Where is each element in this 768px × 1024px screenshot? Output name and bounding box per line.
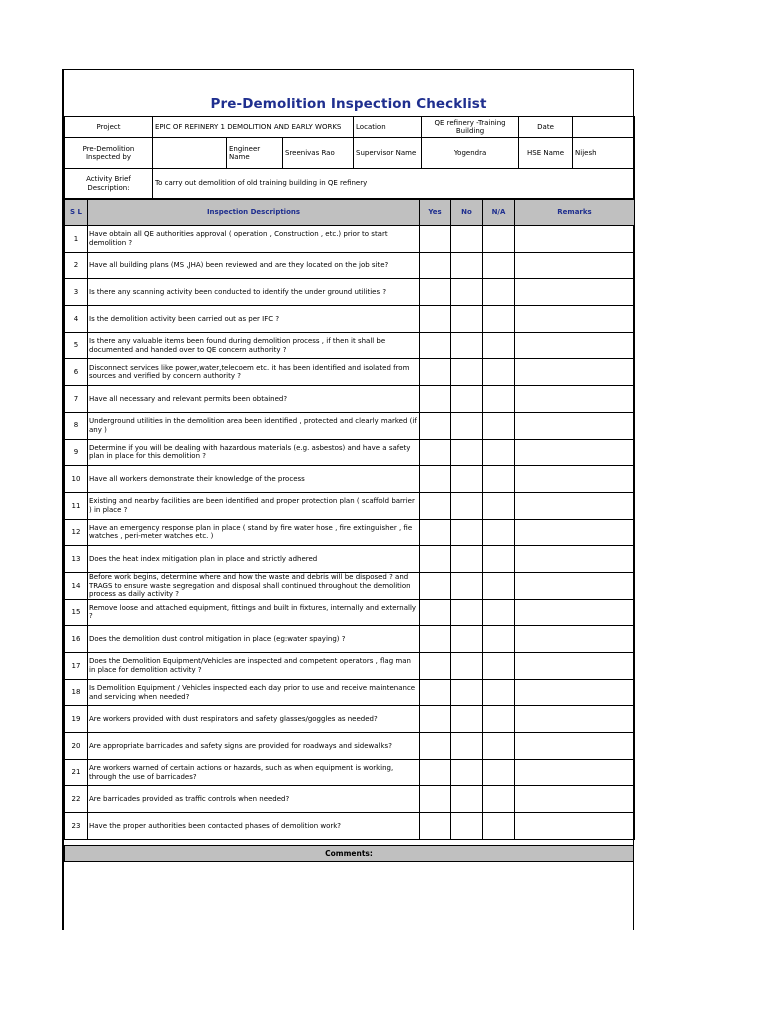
row-sl: 11 (65, 492, 88, 519)
project-label: Project (65, 117, 153, 138)
na-checkbox-cell[interactable] (483, 279, 515, 306)
table-row (65, 786, 635, 813)
table-row (65, 626, 635, 653)
remarks-cell[interactable] (515, 653, 635, 680)
row-description: Have all building plans (MS ,JHA) been reviewed and are they located on the job site? (88, 252, 420, 279)
yes-checkbox-cell[interactable] (420, 252, 451, 279)
row-sl: 18 (65, 679, 88, 706)
remarks-cell[interactable] (515, 252, 635, 279)
row-description: Have the proper authorities been contacted phases of demolition work? (88, 813, 420, 840)
yes-checkbox-cell[interactable] (420, 653, 451, 680)
yes-checkbox-cell[interactable] (420, 439, 451, 466)
row-description: Is the demolition activity been carried out as per IFC ? (88, 306, 420, 333)
table-row (65, 412, 635, 439)
no-checkbox-cell[interactable] (451, 519, 483, 546)
yes-checkbox-cell[interactable] (420, 679, 451, 706)
table-row (65, 679, 635, 706)
row-sl: 3 (65, 279, 88, 306)
remarks-cell[interactable] (515, 733, 635, 760)
row-sl: 10 (65, 466, 88, 493)
no-checkbox-cell[interactable] (451, 492, 483, 519)
table-row (65, 706, 635, 733)
na-checkbox-cell[interactable] (483, 572, 515, 599)
row-sl: 22 (65, 786, 88, 813)
inspected-by-label: Pre-Demolition Inspected by (65, 138, 153, 169)
yes-checkbox-cell[interactable] (420, 386, 451, 413)
location-value: QE refinery -Training Building (422, 117, 519, 138)
row-sl: 21 (65, 759, 88, 786)
table-row (65, 306, 635, 333)
no-checkbox-cell[interactable] (451, 733, 483, 760)
no-checkbox-cell[interactable] (451, 439, 483, 466)
yes-checkbox-cell[interactable] (420, 813, 451, 840)
na-checkbox-cell[interactable] (483, 492, 515, 519)
table-row (65, 439, 635, 466)
no-checkbox-cell[interactable] (451, 626, 483, 653)
yes-checkbox-cell[interactable] (420, 759, 451, 786)
row-sl: 19 (65, 706, 88, 733)
remarks-cell[interactable] (515, 279, 635, 306)
table-row (65, 653, 635, 680)
remarks-cell[interactable] (515, 332, 635, 359)
remarks-cell[interactable] (515, 679, 635, 706)
no-checkbox-cell[interactable] (451, 599, 483, 626)
no-checkbox-cell[interactable] (451, 572, 483, 599)
date-label: Date (519, 117, 573, 138)
remarks-cell[interactable] (515, 306, 635, 333)
inspection-table (64, 199, 635, 840)
table-row (65, 733, 635, 760)
na-checkbox-cell[interactable] (483, 519, 515, 546)
row-description: Does the heat index mitigation plan in place and strictly adhered (88, 546, 420, 573)
table-row (65, 332, 635, 359)
no-checkbox-cell[interactable] (451, 653, 483, 680)
row-sl: 20 (65, 733, 88, 760)
remarks-cell[interactable] (515, 706, 635, 733)
na-checkbox-cell[interactable] (483, 546, 515, 573)
header-descriptions: Inspection Descriptions (88, 200, 420, 226)
yes-checkbox-cell[interactable] (420, 519, 451, 546)
na-checkbox-cell[interactable] (483, 679, 515, 706)
yes-checkbox-cell[interactable] (420, 279, 451, 306)
row-description: Are barricades provided as traffic controls when needed? (88, 786, 420, 813)
no-checkbox-cell[interactable] (451, 412, 483, 439)
yes-checkbox-cell[interactable] (420, 546, 451, 573)
remarks-cell[interactable] (515, 519, 635, 546)
row-sl: 9 (65, 439, 88, 466)
row-description: Underground utilities in the demolition area been identified , protected and clearly marked (if any ) (88, 412, 420, 439)
no-checkbox-cell[interactable] (451, 306, 483, 333)
row-description: Are workers warned of certain actions or hazards, such as when equipment is working, through the use of barricades? (88, 759, 420, 786)
activity-value: To carry out demolition of old training building in QE refinery (153, 169, 635, 199)
na-checkbox-cell[interactable] (483, 706, 515, 733)
row-sl: 6 (65, 359, 88, 386)
remarks-cell[interactable] (515, 386, 635, 413)
na-checkbox-cell[interactable] (483, 226, 515, 253)
na-checkbox-cell[interactable] (483, 306, 515, 333)
row-sl: 5 (65, 332, 88, 359)
no-checkbox-cell[interactable] (451, 813, 483, 840)
remarks-cell[interactable] (515, 466, 635, 493)
na-checkbox-cell[interactable] (483, 759, 515, 786)
table-row (65, 466, 635, 493)
row-description: Have an emergency response plan in place ( stand by fire water hose , fire extinguisher , fie watches , peri-meter watches etc. ) (88, 519, 420, 546)
table-row (65, 599, 635, 626)
location-label: Location (354, 117, 422, 138)
remarks-cell[interactable] (515, 786, 635, 813)
row-description: Remove loose and attached equipment, fittings and built in fixtures, internally and externally ? (88, 599, 420, 626)
header-remarks: Remarks (515, 200, 635, 226)
na-checkbox-cell[interactable] (483, 653, 515, 680)
hse-value: Nijesh (573, 138, 635, 169)
project-info-table (64, 116, 635, 199)
inspection-rows (65, 226, 635, 840)
row-description: Does the Demolition Equipment/Vehicles are inspected and competent operators , flag man in place for demolition activity ? (88, 653, 420, 680)
header-sl: S L (65, 200, 88, 226)
remarks-cell[interactable] (515, 412, 635, 439)
remarks-cell[interactable] (515, 572, 635, 599)
row-description: Have all workers demonstrate their knowledge of the process (88, 466, 420, 493)
yes-checkbox-cell[interactable] (420, 412, 451, 439)
remarks-cell[interactable] (515, 439, 635, 466)
row-sl: 7 (65, 386, 88, 413)
row-sl: 17 (65, 653, 88, 680)
remarks-cell[interactable] (515, 759, 635, 786)
no-checkbox-cell[interactable] (451, 279, 483, 306)
supervisor-value: Yogendra (422, 138, 519, 169)
table-row (65, 386, 635, 413)
row-description: Have obtain all QE authorities approval ( operation , Construction , etc.) prior to start demolition ? (88, 226, 420, 253)
date-value[interactable] (573, 117, 635, 138)
no-checkbox-cell[interactable] (451, 466, 483, 493)
table-row (65, 279, 635, 306)
yes-checkbox-cell[interactable] (420, 733, 451, 760)
yes-checkbox-cell[interactable] (420, 332, 451, 359)
row-description: Existing and nearby facilities are been identified and proper protection plan ( scaffold barrier ) in place ? (88, 492, 420, 519)
no-checkbox-cell[interactable] (451, 359, 483, 386)
na-checkbox-cell[interactable] (483, 412, 515, 439)
remarks-cell[interactable] (515, 626, 635, 653)
row-description: Are workers provided with dust respirators and safety glasses/goggles as needed? (88, 706, 420, 733)
no-checkbox-cell[interactable] (451, 332, 483, 359)
table-row (65, 359, 635, 386)
na-checkbox-cell[interactable] (483, 626, 515, 653)
na-checkbox-cell[interactable] (483, 332, 515, 359)
row-sl: 8 (65, 412, 88, 439)
project-value: EPIC OF REFINERY 1 DEMOLITION AND EARLY WORKS (153, 117, 354, 138)
yes-checkbox-cell[interactable] (420, 492, 451, 519)
table-row (65, 252, 635, 279)
row-sl: 15 (65, 599, 88, 626)
checklist-sheet (62, 69, 634, 930)
hse-label: HSE Name (519, 138, 573, 169)
na-checkbox-cell[interactable] (483, 466, 515, 493)
row-description: Is Demolition Equipment / Vehicles inspected each day prior to use and receive maintenance and servicing when needed? (88, 679, 420, 706)
supervisor-label: Supervisor Name (354, 138, 422, 169)
table-row (65, 546, 635, 573)
no-checkbox-cell[interactable] (451, 786, 483, 813)
no-checkbox-cell[interactable] (451, 679, 483, 706)
no-checkbox-cell[interactable] (451, 706, 483, 733)
yes-checkbox-cell[interactable] (420, 359, 451, 386)
row-sl: 4 (65, 306, 88, 333)
page-title: Pre-Demolition Inspection Checklist (210, 96, 487, 112)
no-checkbox-cell[interactable] (451, 226, 483, 253)
row-description: Are appropriate barricades and safety signs are provided for roadways and sidewalks? (88, 733, 420, 760)
yes-checkbox-cell[interactable] (420, 706, 451, 733)
no-checkbox-cell[interactable] (451, 759, 483, 786)
engineer-value: Sreenivas Rao (283, 138, 354, 169)
remarks-cell[interactable] (515, 492, 635, 519)
yes-checkbox-cell[interactable] (420, 626, 451, 653)
na-checkbox-cell[interactable] (483, 813, 515, 840)
engineer-label: Engineer Name (227, 138, 283, 169)
remarks-cell[interactable] (515, 546, 635, 573)
table-row (65, 519, 635, 546)
row-description: Is there any scanning activity been conducted to identify the under ground utilities ? (88, 279, 420, 306)
table-row (65, 572, 635, 599)
yes-checkbox-cell[interactable] (420, 226, 451, 253)
row-description: Determine if you will be dealing with hazardous materials (e.g. asbestos) and have a safety plan in place for this demolition ? (88, 439, 420, 466)
row-sl: 14 (65, 572, 88, 599)
na-checkbox-cell[interactable] (483, 386, 515, 413)
no-checkbox-cell[interactable] (451, 546, 483, 573)
no-checkbox-cell[interactable] (451, 386, 483, 413)
row-sl: 16 (65, 626, 88, 653)
na-checkbox-cell[interactable] (483, 439, 515, 466)
row-description: Does the demolition dust control mitigation in place (eg:water spaying) ? (88, 626, 420, 653)
remarks-cell[interactable] (515, 599, 635, 626)
table-row (65, 759, 635, 786)
no-checkbox-cell[interactable] (451, 252, 483, 279)
row-sl: 23 (65, 813, 88, 840)
row-sl: 2 (65, 252, 88, 279)
header-no: No (451, 200, 483, 226)
table-row (65, 226, 635, 253)
remarks-cell[interactable] (515, 226, 635, 253)
row-description: Is there any valuable items been found during demolition process , if then it shall be documented and handed over to QE concern authority ? (88, 332, 420, 359)
table-row (65, 492, 635, 519)
na-checkbox-cell[interactable] (483, 786, 515, 813)
na-checkbox-cell[interactable] (483, 733, 515, 760)
na-checkbox-cell[interactable] (483, 359, 515, 386)
row-description: Have all necessary and relevant permits been obtained? (88, 386, 420, 413)
table-row (65, 813, 635, 840)
header-yes: Yes (420, 200, 451, 226)
yes-checkbox-cell[interactable] (420, 466, 451, 493)
yes-checkbox-cell[interactable] (420, 599, 451, 626)
comments-header: Comments: (64, 845, 634, 862)
remarks-cell[interactable] (515, 813, 635, 840)
row-sl: 1 (65, 226, 88, 253)
row-sl: 12 (65, 519, 88, 546)
na-checkbox-cell[interactable] (483, 252, 515, 279)
row-description: Before work begins, determine where and how the waste and debris will be disposed ? and TRAGS to ensure waste segregation and disposal shall continued throughout the demolition process as daily activity ? (88, 572, 420, 599)
yes-checkbox-cell[interactable] (420, 572, 451, 599)
na-checkbox-cell[interactable] (483, 599, 515, 626)
inspected-by-value[interactable] (153, 138, 227, 169)
activity-label: Activity Brief Description: (65, 169, 153, 199)
yes-checkbox-cell[interactable] (420, 786, 451, 813)
row-sl: 13 (65, 546, 88, 573)
row-description: Disconnect services like power,water,telecoem etc. it has been identified and isolated from sources and verified by concern authority ? (88, 359, 420, 386)
header-na: N/A (483, 200, 515, 226)
remarks-cell[interactable] (515, 359, 635, 386)
yes-checkbox-cell[interactable] (420, 306, 451, 333)
